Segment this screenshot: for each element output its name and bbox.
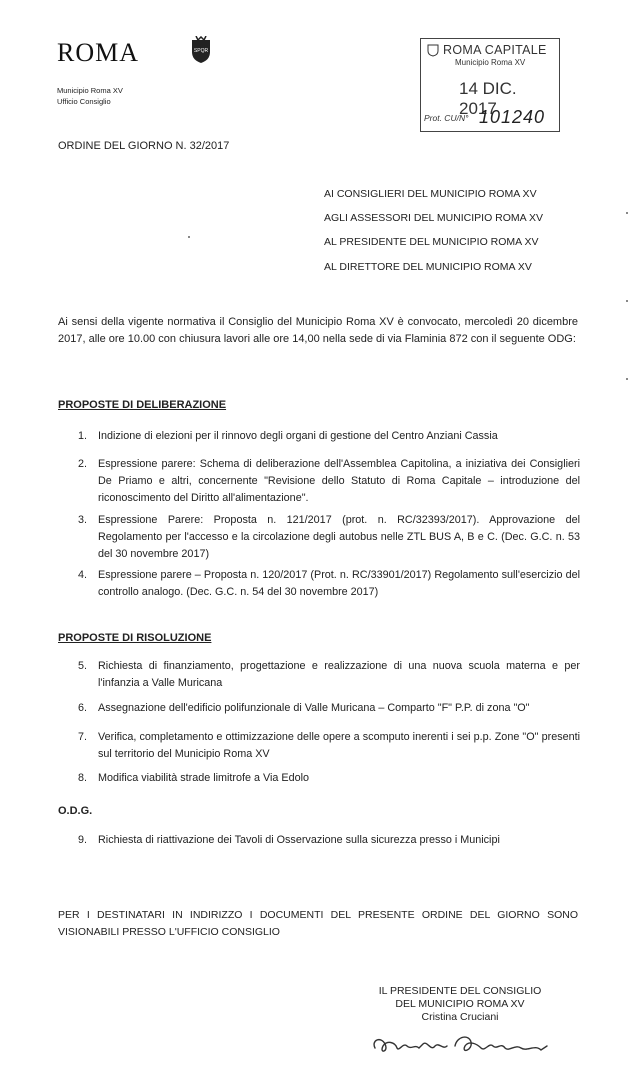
section-deliberazione: PROPOSTE DI DELIBERAZIONE (58, 399, 227, 411)
signature-title-1: IL PRESIDENTE DEL CONSIGLIO (378, 985, 542, 997)
stamp-subtitle: Municipio Roma XV (455, 58, 526, 67)
stamp-prot-label: Prot. CU/N° (424, 113, 469, 123)
agenda-item: Espressione parere: Schema di deliberazione dell'Assemblea Capitolina, a iniziativa dei Consiglieri De Priamo e altri, concernente "Revisione dello Statuto di Roma Capitale – introduzione del riconoscimento del Diritto all'alimentazione". (98, 458, 580, 504)
agenda-item: Espressione Parere: Proposta n. 121/2017 (prot. n. RC/32393/2017). Approvazione del Regolamento per l'accesso e la circolazione degli autobus nelle ZTL BUS A, B e C. (Dec. G.C. n. 53 del 30 novembre 2017) (98, 514, 580, 560)
roma-logo-text: ROMA (57, 38, 140, 67)
document-title: ORDINE DEL GIORNO N. 32/2017 (58, 140, 230, 152)
item-number: 7. (78, 731, 88, 743)
stamp-title: ROMA CAPITALE (443, 43, 547, 57)
roma-emblem-icon (190, 36, 212, 64)
stamp-emblem-icon (427, 43, 439, 57)
agenda-item: Verifica, completamento e ottimizzazione delle opere a scomputo inerenti i sei p.p. Zone "O" presenti sul territorio del Municipio Roma XV (98, 731, 580, 760)
section-odg: O.D.G. (58, 805, 93, 817)
item-number: 5. (78, 660, 88, 672)
addressee-assessori: AGLI ASSESSORI DEL MUNICIPIO ROMA XV (324, 212, 544, 224)
handwritten-signature (365, 1022, 565, 1064)
item-number: 2. (78, 458, 88, 470)
agenda-item: Indizione di elezioni per il rinnovo degli organi di gestione del Centro Anziani Cassia (98, 430, 498, 442)
agenda-item: Modifica viabilità strade limitrofe a Via Edolo (98, 772, 310, 784)
agenda-item: Espressione parere – Proposta n. 120/2017 (Prot. n. RC/33901/2017) Regolamento sull'esercizio del controllo analogo. (Dec. G.C. n. 54 del 30 novembre 2017) (98, 569, 580, 598)
convocation-text: Ai sensi della vigente normativa il Consiglio del Municipio Roma XV è convocato, mercoledì 20 dicembre 2017, alle ore 10.00 con chiusura lavori alle ore 14,00 nella sede di via Flaminia 872 con il seguente ODG: (58, 316, 578, 345)
item-number: 6. (78, 702, 88, 714)
section-risoluzione: PROPOSTE DI RISOLUZIONE (58, 632, 212, 644)
scan-speck (626, 212, 628, 214)
addressee-consiglieri: AI CONSIGLIERI DEL MUNICIPIO ROMA XV (324, 188, 537, 200)
stamp-date: 14 DIC. 2017 (459, 79, 517, 118)
item-number: 3. (78, 514, 88, 526)
scan-speck (626, 378, 628, 380)
item-number: 8. (78, 772, 88, 784)
item-number: 4. (78, 569, 88, 581)
addressee-direttore: AL DIRETTORE DEL MUNICIPIO ROMA XV (324, 261, 532, 273)
stamp-prot-number: 101240 (479, 107, 546, 127)
protocol-stamp (420, 38, 560, 132)
destinatari-note: PER I DESTINATARI IN INDIRIZZO I DOCUMENTI DEL PRESENTE ORDINE DEL GIORNO SONO VISIONABILI PRESSO L'UFFICIO CONSIGLIO (58, 909, 578, 938)
item-number: 9. (78, 834, 88, 846)
signature-title-2: DEL MUNICIPIO ROMA XV (395, 998, 525, 1010)
svg-text:SPQR: SPQR (193, 48, 209, 54)
agenda-item: Richiesta di finanziamento, progettazione e realizzazione di una nuova scuola materna e per l'infanzia a Valle Muricana (98, 660, 580, 689)
municipio-label: Municipio Roma XV (57, 86, 123, 95)
addressee-presidente: AL PRESIDENTE DEL MUNICIPIO ROMA XV (324, 236, 539, 248)
agenda-item: Assegnazione dell'edificio polifunzionale di Valle Muricana – Comparto "F" P.P. di zona "O" (98, 702, 530, 714)
scan-speck (188, 236, 190, 238)
item-number: 1. (78, 430, 88, 442)
scan-speck (626, 300, 628, 302)
ufficio-label: Ufficio Consiglio (57, 97, 111, 106)
agenda-item: Richiesta di riattivazione dei Tavoli di Osservazione sulla sicurezza presso i Municipi (98, 834, 500, 846)
signature-name: Cristina Cruciani (421, 1011, 499, 1023)
